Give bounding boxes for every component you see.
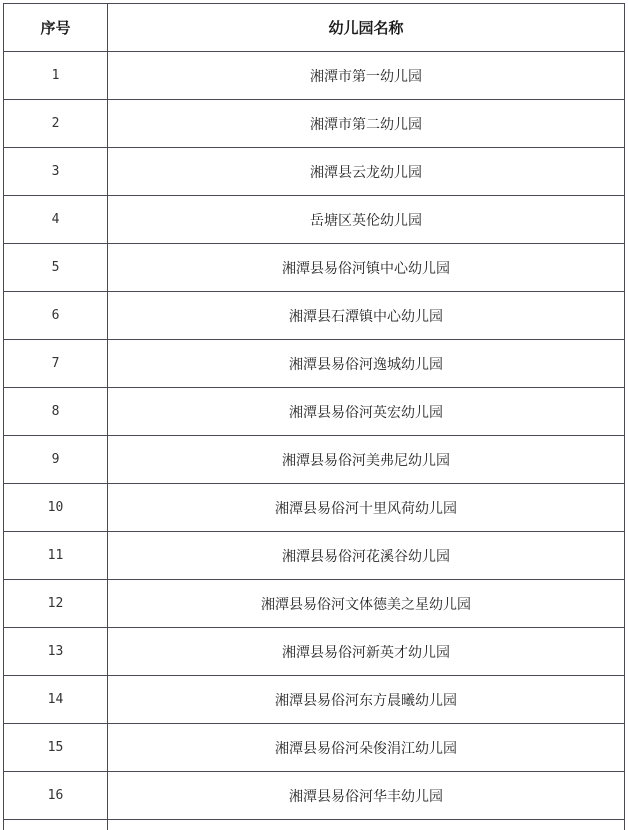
row-index: 5 xyxy=(4,244,108,292)
row-name: 湘潭县易俗河东方晨曦幼儿园 xyxy=(108,676,625,724)
table-row xyxy=(4,52,625,100)
header-index: 序号 xyxy=(4,4,108,52)
row-index: 3 xyxy=(4,148,108,196)
row-name: 湘潭县易俗河文体德美之星幼儿园 xyxy=(108,580,625,628)
row-index: 7 xyxy=(4,340,108,388)
table-row xyxy=(4,436,625,484)
row-name: 湘潭县易俗河逸城幼儿园 xyxy=(108,340,625,388)
row-name: 湘潭县易俗河新英才幼儿园 xyxy=(108,628,625,676)
row-name: 湘潭市第二幼儿园 xyxy=(108,100,625,148)
row-index: 13 xyxy=(4,628,108,676)
row-index: 15 xyxy=(4,724,108,772)
row-name: 湘潭县易俗河朵俊涓江幼儿园 xyxy=(108,724,625,772)
table-row xyxy=(4,340,625,388)
table-row xyxy=(4,772,625,820)
table-row xyxy=(4,388,625,436)
row-index: 10 xyxy=(4,484,108,532)
row-index: 8 xyxy=(4,388,108,436)
table-row xyxy=(4,100,625,148)
row-index: 2 xyxy=(4,100,108,148)
row-name: 湘潭县易俗河英宏幼儿园 xyxy=(108,388,625,436)
table-row xyxy=(4,532,625,580)
row-index: 12 xyxy=(4,580,108,628)
kindergarten-table xyxy=(3,3,625,830)
row-name: 湘潭县易俗河美弗尼幼儿园 xyxy=(108,436,625,484)
table-row xyxy=(4,244,625,292)
row-name: 湘潭县易俗河镇中心幼儿园 xyxy=(108,244,625,292)
table-row xyxy=(4,724,625,772)
row-index: 6 xyxy=(4,292,108,340)
row-name: 湘潭市第一幼儿园 xyxy=(108,52,625,100)
table-row xyxy=(4,292,625,340)
table-row xyxy=(4,196,625,244)
table-row xyxy=(4,148,625,196)
row-name: 湘潭县易俗河花溪谷幼儿园 xyxy=(108,532,625,580)
row-index: 1 xyxy=(4,52,108,100)
row-name: 湘潭县易俗河十里风荷幼儿园 xyxy=(108,484,625,532)
row-name: 湘潭县云龙幼儿园 xyxy=(108,148,625,196)
table-row xyxy=(4,580,625,628)
header-name: 幼儿园名称 xyxy=(108,4,625,52)
table-header-row xyxy=(4,4,625,52)
row-index: 14 xyxy=(4,676,108,724)
row-name: 湘潭县石潭镇中心幼儿园 xyxy=(108,292,625,340)
row-index: 11 xyxy=(4,532,108,580)
table-row xyxy=(4,628,625,676)
row-name: 湘潭县易俗河华丰幼儿园 xyxy=(108,772,625,820)
row-name: 岳塘区英伦幼儿园 xyxy=(108,196,625,244)
table-row xyxy=(4,484,625,532)
table-row xyxy=(4,676,625,724)
row-index: 4 xyxy=(4,196,108,244)
row-index: 9 xyxy=(4,436,108,484)
kindergarten-table-container xyxy=(3,3,624,830)
row-index: 16 xyxy=(4,772,108,820)
